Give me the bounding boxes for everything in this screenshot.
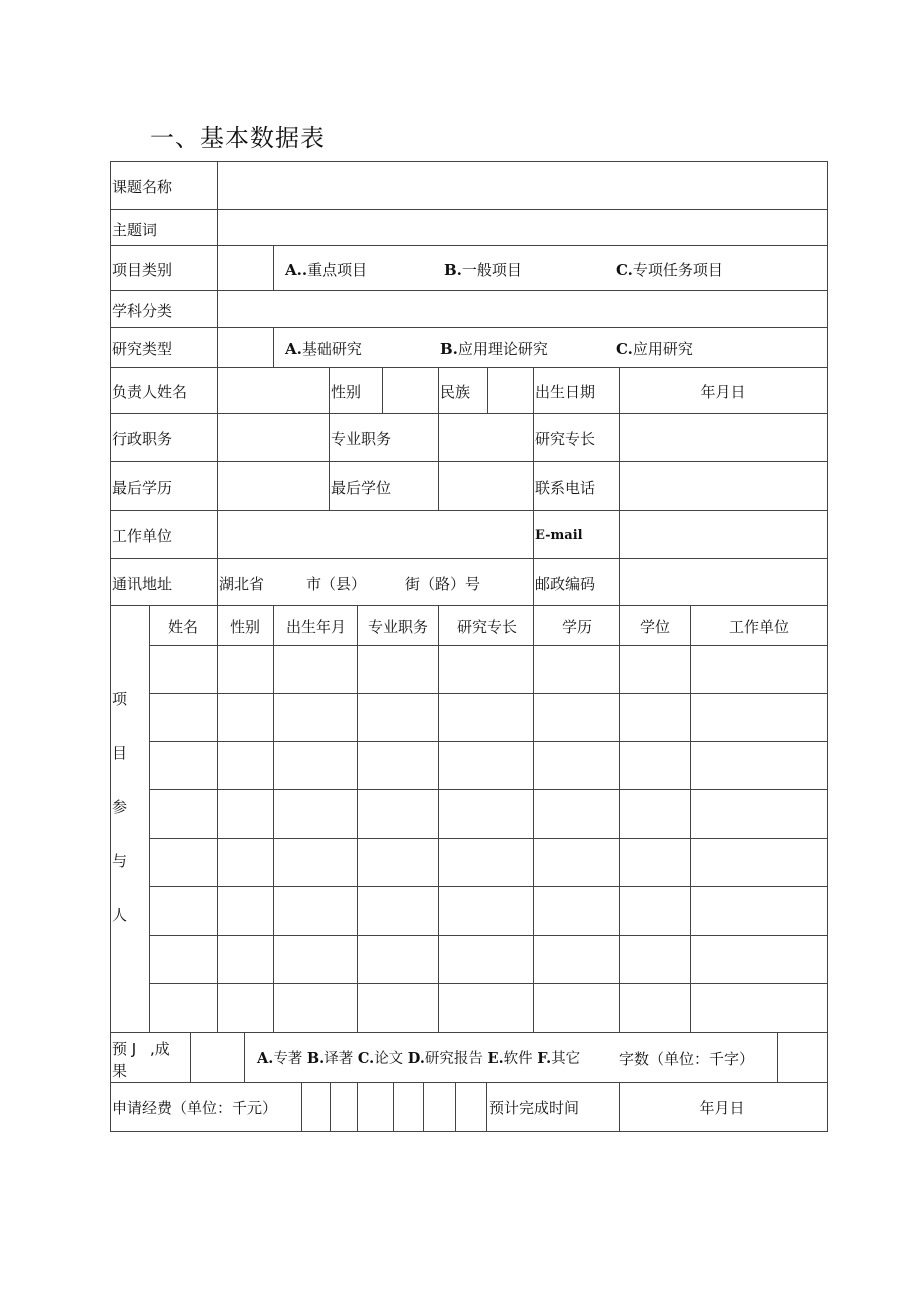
funding-digit-box[interactable] [456, 1083, 486, 1131]
leader-name-label: 负责人姓名 [112, 383, 188, 401]
participant-cell[interactable] [218, 887, 273, 935]
professional-position-field[interactable] [440, 414, 533, 461]
participant-cell[interactable] [218, 936, 273, 983]
project-category-field[interactable] [218, 246, 273, 290]
postcode-label: 邮政编码 [535, 575, 596, 593]
participant-cell[interactable] [691, 887, 827, 935]
participant-cell[interactable] [150, 936, 217, 983]
degree-label: 最后学位 [331, 479, 392, 497]
outcome-field[interactable] [191, 1033, 244, 1082]
participants-side-char-5: 人 [112, 906, 128, 924]
table-rule [438, 367, 439, 511]
outcome-label-top: 预 J [112, 1040, 137, 1058]
participant-cell[interactable] [358, 790, 438, 838]
participant-cell[interactable] [620, 936, 690, 983]
address-city: 市（县） [306, 575, 367, 593]
research-type-label: 研究类型 [112, 340, 173, 358]
education-field[interactable] [218, 462, 329, 510]
postcode-field[interactable] [620, 559, 827, 605]
participant-cell[interactable] [358, 839, 438, 886]
participant-cell[interactable] [691, 790, 827, 838]
participant-cell[interactable] [218, 790, 273, 838]
ethnicity-label: 民族 [440, 383, 471, 401]
address-province: 湖北省 [219, 575, 265, 593]
phone-field[interactable] [620, 462, 827, 510]
participant-cell[interactable] [439, 936, 533, 983]
leader-name-field[interactable] [218, 368, 329, 413]
participants-header-specialty: 研究专长 [456, 618, 518, 636]
participant-cell[interactable] [620, 694, 690, 741]
participant-cell[interactable] [150, 887, 217, 935]
participant-cell[interactable] [218, 984, 273, 1032]
project-category-option-a[interactable]: A..重点项目 [285, 261, 368, 279]
participants-side-char-4: 与 [112, 852, 128, 870]
table-rule [533, 367, 534, 606]
table-rule [619, 1082, 620, 1132]
participant-cell[interactable] [358, 742, 438, 789]
participant-cell[interactable] [218, 646, 273, 693]
funding-label: 申请经费（单位：千元） [112, 1099, 278, 1117]
table-rule [273, 245, 274, 291]
participants-header-birth: 出生年月 [285, 618, 347, 636]
participants-header-education: 学历 [561, 618, 593, 636]
outcome-label-bottom: 果 [112, 1062, 128, 1080]
participant-cell[interactable] [439, 839, 533, 886]
participant-cell[interactable] [534, 839, 619, 886]
project-category-label: 项目类别 [112, 261, 173, 279]
discipline-label: 学科分类 [112, 302, 173, 320]
participant-cell[interactable] [274, 646, 357, 693]
participant-cell[interactable] [150, 984, 217, 1032]
participant-cell[interactable] [150, 839, 217, 886]
work-unit-label: 工作单位 [112, 527, 173, 545]
participant-cell[interactable] [691, 936, 827, 983]
page-title: 一、基本数据表 [150, 124, 325, 152]
admin-position-label: 行政职务 [112, 430, 173, 448]
participant-cell[interactable] [439, 646, 533, 693]
table-rule [329, 367, 330, 511]
keywords-label: 主题词 [112, 221, 158, 239]
participants-side-char-2: 目 [112, 744, 128, 762]
address-street: 街（路）号 [405, 575, 481, 593]
participant-cell[interactable] [439, 694, 533, 741]
participant-cell[interactable] [534, 790, 619, 838]
participant-cell[interactable] [691, 646, 827, 693]
email-field[interactable] [620, 511, 827, 558]
phone-label: 联系电话 [535, 479, 596, 497]
participant-cell[interactable] [691, 839, 827, 886]
participant-cell[interactable] [358, 694, 438, 741]
professional-position-label: 专业职务 [331, 430, 392, 448]
birth-date-label: 出生日期 [535, 383, 596, 401]
participant-cell[interactable] [274, 984, 357, 1032]
research-type-option-c[interactable]: C.应用研究 [616, 340, 693, 358]
education-label: 最后学历 [112, 479, 173, 497]
specialty-label: 研究专长 [535, 430, 596, 448]
participant-cell[interactable] [150, 694, 217, 741]
word-count-field[interactable] [778, 1033, 827, 1082]
participant-cell[interactable] [620, 790, 690, 838]
participants-side-char-3: 参 [112, 798, 128, 816]
participant-cell[interactable] [534, 936, 619, 983]
participant-cell[interactable] [534, 742, 619, 789]
participant-cell[interactable] [439, 984, 533, 1032]
table-rule [827, 161, 828, 1132]
specialty-field[interactable] [620, 414, 827, 461]
participant-cell[interactable] [691, 694, 827, 741]
table-rule [273, 327, 274, 368]
topic-name-field[interactable] [218, 162, 827, 209]
participant-cell[interactable] [620, 887, 690, 935]
participant-cell[interactable] [274, 936, 357, 983]
participant-cell[interactable] [534, 984, 619, 1032]
outcome-label-top-2: ,成 [150, 1040, 170, 1058]
participant-cell[interactable] [150, 646, 217, 693]
gender-label: 性别 [331, 383, 362, 401]
research-type-field[interactable] [218, 328, 273, 367]
keywords-field[interactable] [218, 210, 827, 245]
participants-header-work-unit: 工作单位 [728, 618, 790, 636]
ethnicity-field[interactable] [488, 368, 533, 413]
participants-header-degree: 学位 [639, 618, 671, 636]
participant-cell[interactable] [691, 742, 827, 789]
funding-digit-box[interactable] [331, 1083, 357, 1131]
discipline-field[interactable] [218, 291, 827, 327]
email-label: E-mail [535, 528, 583, 543]
participants-side-char-1: 项 [112, 690, 128, 708]
outcome-options[interactable]: A.专著 B.译著 C.论文 D.研究报告 E.软件 F.其它 [257, 1050, 581, 1067]
participant-cell[interactable] [274, 839, 357, 886]
participant-cell[interactable] [534, 887, 619, 935]
birth-date-value[interactable]: 年月日 [700, 383, 746, 401]
work-unit-field[interactable] [218, 511, 533, 558]
participant-cell[interactable] [620, 742, 690, 789]
funding-digit-box[interactable] [358, 1083, 393, 1131]
table-rule [110, 161, 111, 1132]
research-type-option-b[interactable]: B.应用理论研究 [440, 340, 548, 358]
funding-digit-box[interactable] [424, 1083, 455, 1131]
participant-cell[interactable] [691, 984, 827, 1032]
gender-field[interactable] [383, 368, 438, 413]
participants-header-position: 专业职务 [367, 618, 429, 636]
participant-cell[interactable] [150, 742, 217, 789]
word-count-label: 字数（单位：千字） [619, 1050, 755, 1068]
participant-cell[interactable] [274, 742, 357, 789]
table-rule [110, 1131, 828, 1132]
completion-time-label: 预计完成时间 [489, 1099, 580, 1117]
participant-cell[interactable] [218, 839, 273, 886]
funding-digit-box[interactable] [302, 1083, 330, 1131]
admin-position-field[interactable] [218, 414, 329, 461]
participant-cell[interactable] [620, 984, 690, 1032]
participant-cell[interactable] [274, 887, 357, 935]
participant-cell[interactable] [274, 694, 357, 741]
participant-cell[interactable] [534, 694, 619, 741]
participant-cell[interactable] [358, 984, 438, 1032]
participants-header-gender: 性别 [229, 618, 261, 636]
research-type-option-a[interactable]: A.基础研究 [285, 340, 362, 358]
participant-cell[interactable] [439, 742, 533, 789]
funding-digit-box[interactable] [394, 1083, 423, 1131]
table-rule [244, 1032, 245, 1083]
participant-cell[interactable] [218, 694, 273, 741]
participant-cell[interactable] [439, 887, 533, 935]
participant-cell[interactable] [439, 790, 533, 838]
degree-field[interactable] [440, 462, 533, 510]
topic-name-label: 课题名称 [112, 178, 173, 196]
participant-cell[interactable] [358, 936, 438, 983]
address-label: 通讯地址 [112, 575, 173, 593]
participant-cell[interactable] [274, 790, 357, 838]
participant-cell[interactable] [620, 646, 690, 693]
project-category-option-c[interactable]: C.专项任务项目 [616, 261, 723, 279]
participant-cell[interactable] [150, 790, 217, 838]
participants-header-name: 姓名 [167, 618, 199, 636]
project-category-option-b[interactable]: B.一般项目 [444, 261, 522, 279]
participant-cell[interactable] [358, 887, 438, 935]
participant-cell[interactable] [620, 839, 690, 886]
participant-cell[interactable] [534, 646, 619, 693]
completion-time-value[interactable]: 年月日 [699, 1099, 745, 1117]
participant-cell[interactable] [358, 646, 438, 693]
participant-cell[interactable] [218, 742, 273, 789]
table-rule [486, 1082, 487, 1132]
